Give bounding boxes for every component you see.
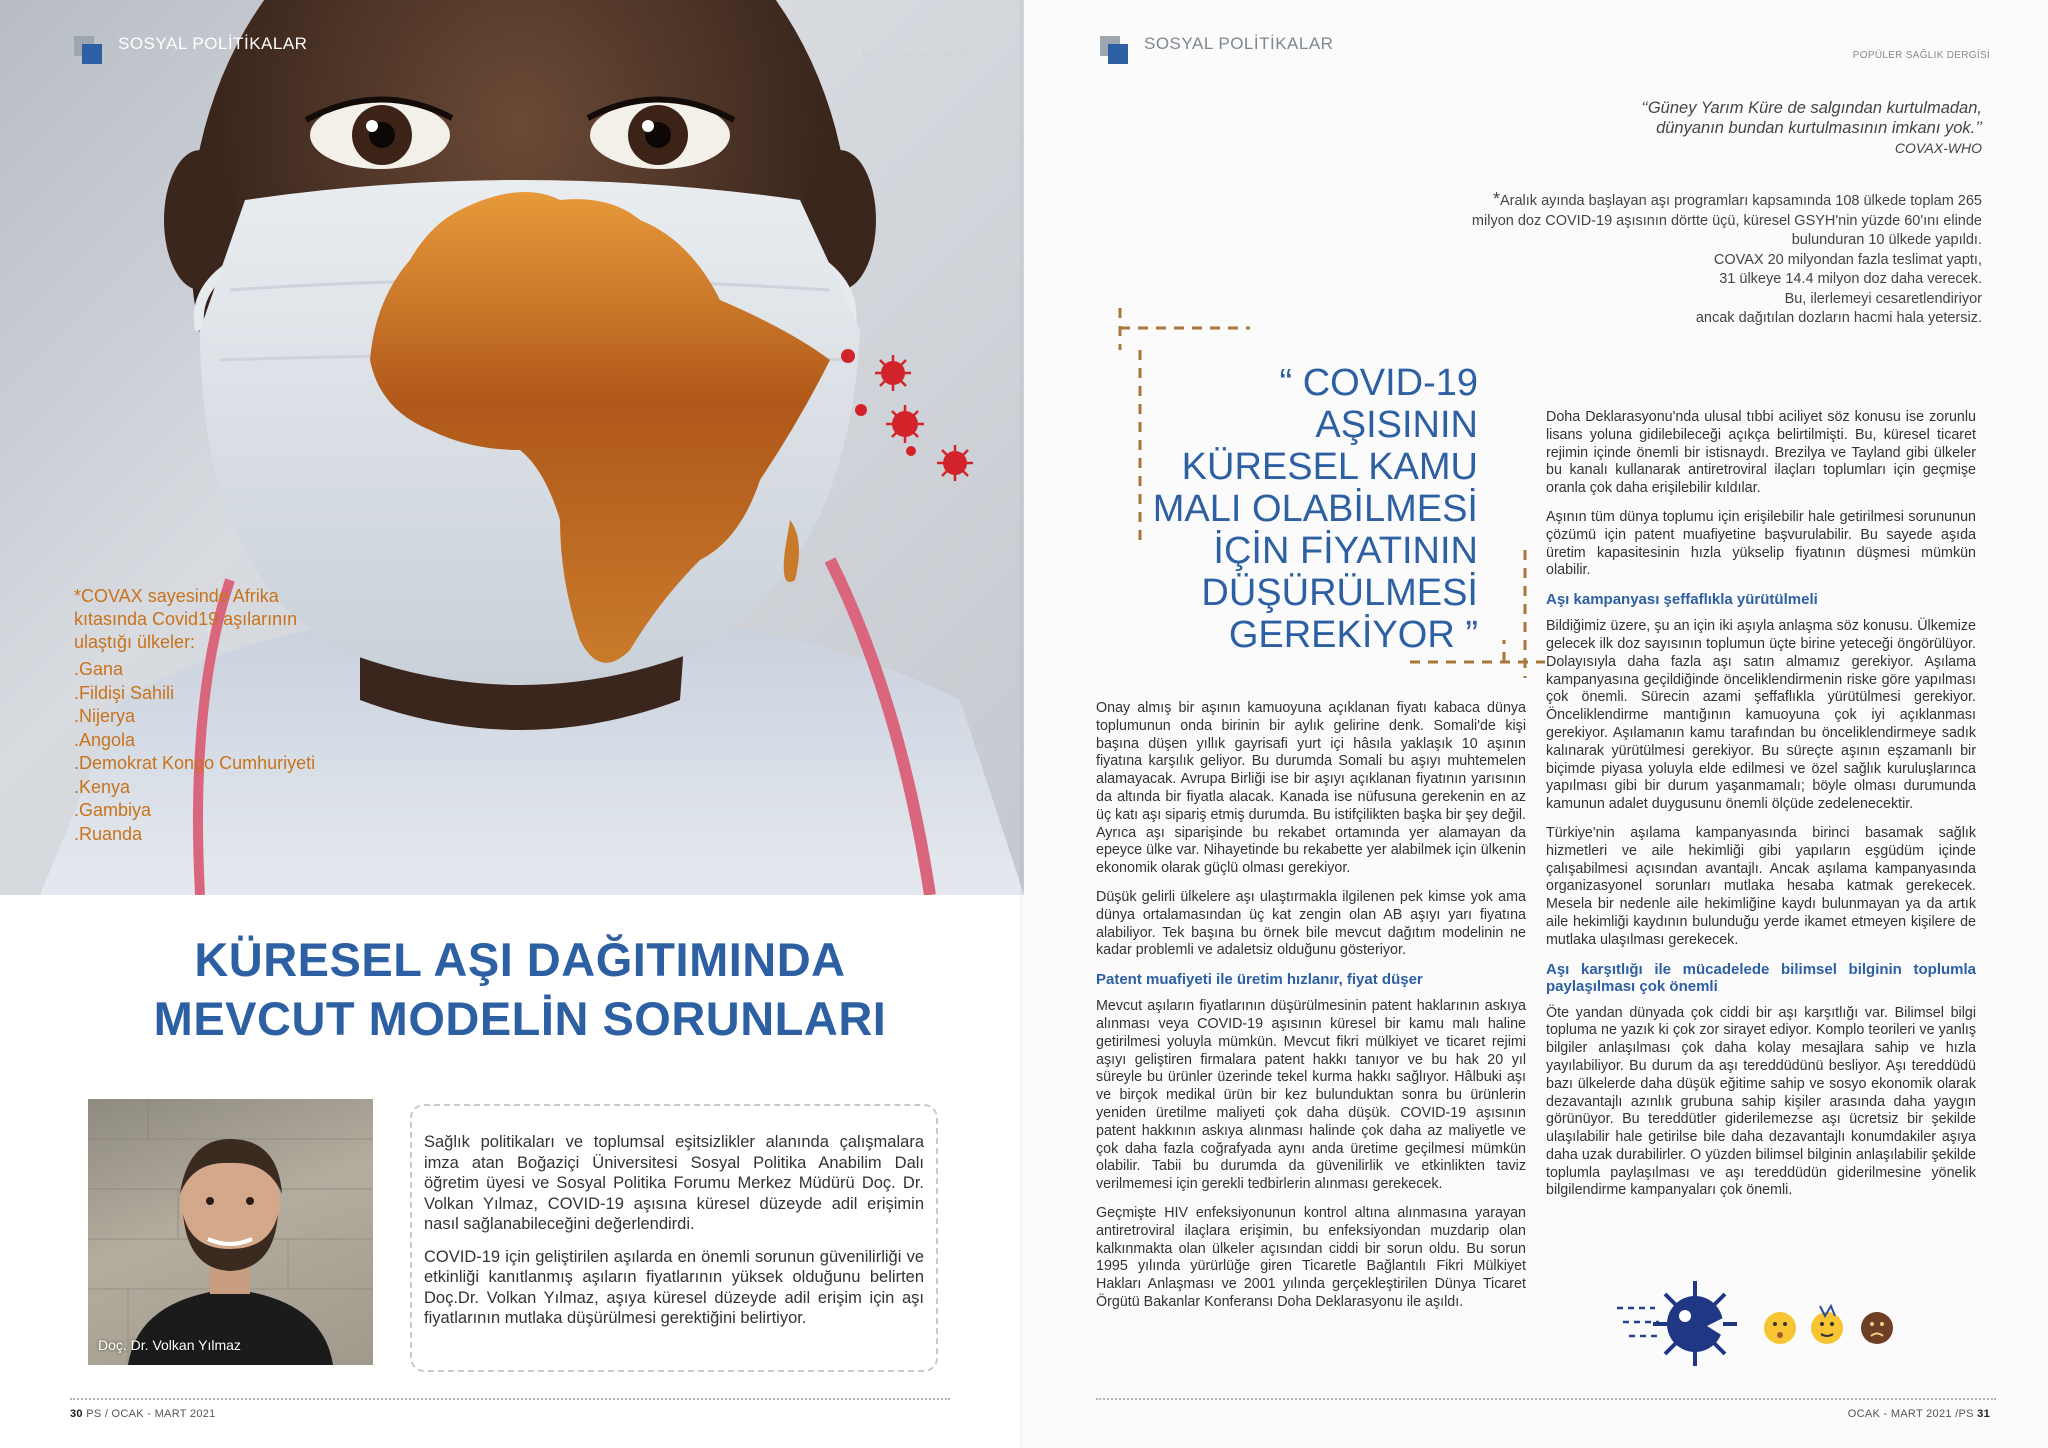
stats-line: bulunduran 10 ülkede yapıldı. (1791, 232, 1982, 248)
page-footer-left (70, 1408, 216, 1420)
body-paragraph: Geçmişte HIV enfeksiyonunun kontrol altına alınmasına yarayan antiretroviral ilaçlara erişimin, bu enfeksiyondan muzdarip olan kalkınmakta olan ülkeler açısından ciddi bir sorun oldu. Bu sorun 1995 yılında yürürlüğe giren Ticaretle Bağlantılı Fikri Mülkiyet Hakları Anlaşması ve 2001 yılında gerçekleştirilen Dünya Ticaret Örgütü Bakanlar Konferansı Doha Deklarasyonu ile aşıldı. (1096, 1204, 1526, 1310)
subheading: Aşı karşıtlığı ile mücadelede bilimsel bilginin toplumla paylaşılması çok önemli (1546, 960, 1976, 995)
quote-line: ‘‘Güney Yarım Küre de salgından kurtulmadan, (1641, 99, 1982, 117)
coronavirus-icon (1617, 1281, 1737, 1366)
list-item: . Demokrat Kongo Cumhuriyeti (74, 752, 334, 776)
page-footer-right (1848, 1408, 1990, 1420)
body-paragraph: Türkiye'nin aşılama kampanyasında birinci basamak sağlık hizmetleri ve aile hekimliği gibi yapıların eşgüdüm içinde çalışabilmesi açısından avantajlı. Ancak aşılama kampanyasında organizasyonel sorunları mutlaka hesaba katmak gerekecek. Mesela bir nedenle aile hekimliğine kaydı bulunmayan ya da artık aile hekimliği kaydının bulunduğu yerde ikamet etmeyen kişilere de mutlaka ulaşılması gerekecek. (1546, 824, 1976, 948)
section-title: SOSYAL POLİTİKALAR (118, 34, 308, 53)
article-headline (90, 930, 950, 1048)
body-paragraph: Mevcut aşıların fiyatlarının düşürülmesinin patent haklarının askıya alınması veya COVID-19 aşısının küresel bir kamu malı haline getirilmesi yoluyla mümkün. Mevcut fikri mülkiyet ve ticaret rejimi aşıyı geliştiren firmalara patent hakkı tanıyor ve bu hak 20 yıl süreyle bu ürünler üzerinde tekel kurma hakkı sağlıyor. Hâlbuki aşı ve birçok medikal ürün bir kez bulunduktan sonra bu ürünlerin yeniden üretilme maliyeti çok daha düşük. COVID-19 aşısının patent hakkının askıya alınması halinde çok daha az maliyetle ve çok daha fazla coğrafyada aynı anda üretime geçilmesi mümkün olabilir. Tabii bu durumda da güvenilirlik ve etkinlikten taviz verilmemesi için gerekli tedbirlerin alınması gerekecek. (1096, 998, 1526, 1193)
portrait-illustration (88, 1099, 373, 1365)
quote-line: dünyanın bundan kurtulmasının imkanı yok.’’ (1656, 119, 1982, 137)
page-number: 30 (70, 1408, 83, 1420)
face-emoji-icon (1764, 1312, 1796, 1344)
quote-source: COVAX-WHO (1894, 140, 1982, 156)
list-item: . Fildişi Sahili (74, 682, 334, 706)
highlight-quote (1502, 98, 1982, 158)
open-quote: “ (1279, 362, 1293, 404)
subheading: Aşı kampanyası şeffaflıkla yürütülmeli (1546, 591, 1818, 609)
body-paragraph: Öte yandan dünyada çok ciddi bir aşı karşıtlığı var. Bilimsel bilgi topluma ne yazık ki çok zor sirayet ediyor. Komplo teorileri ve yanlış bilgiler anlaşılması çok daha kolay mesajlara sahip ve hızla yayılabiliyor. Bu durum da aşı tereddüdünü besliyor. Aşı tereddüdü bazı ülkelerde daha düşük eğitime sahip ve sosyo ekonomik olarak dezavantajlı azınlık grubuna sahip kişiler arasında daha yaygın görünüyor. Bu tereddütler giderilemezse aşı ücretsiz bir şekilde ulaşılabilir hale getirilse bile daha dezavantajlı konumdakiler aşıya daha uzak durabilirler. O yüzden bilimsel bilginin anlaşılabilir şekilde toplumla paylaşılması ve aşı tereddüdün giderilmesine yönelik bilgilendirme kampanyaları çok önemli. (1546, 1004, 1976, 1199)
body-paragraph: Düşük gelirli ülkelere aşı ulaştırmakla ilgilenen pek kimse yok ama dünya ortalamasından üç kat zengin olan AB aşıyı yarı fiyatına alabiliyor. Tek başına bu örnek bile mevcut dağıtım modelinin ne kadar problemli ve adaletsiz olduğunu gösteriyor. (1096, 888, 1526, 959)
face-emoji-icon (1811, 1306, 1843, 1344)
section-marker-icon (1100, 36, 1128, 64)
list-item: . Ruanda (74, 823, 334, 847)
list-item: . Angola (74, 729, 334, 753)
page-number: 31 (1977, 1408, 1990, 1420)
stats-line: COVAX 20 milyondan fazla teslimat yaptı, (1713, 251, 1982, 268)
close-quote: ” (1465, 614, 1478, 656)
asterisk: * (1492, 189, 1500, 209)
virus-emoji-illustration (1615, 1276, 1915, 1366)
pull-line: MALI OLABİLMESİ (1152, 488, 1478, 530)
body-paragraph: Aşının tüm dünya toplumu için erişilebilir hale getirilmesi sorununun çözümü için patent muafiyetine başvurulabilir. Bu sayede aşıda üretim kapasitesinin hızla yükselip fiyatının düşmesi mümkün olabilir. (1546, 508, 1976, 579)
coronavirus-spikes (875, 355, 973, 481)
stats-line: milyon doz COVID-19 aşısının dörtte üçü, küresel GSYH'nin yüzde 60'ını elinde (1471, 212, 1982, 229)
headline-line-2: MEVCUT MODELİN SORUNLARI (153, 992, 887, 1045)
right-page (1024, 0, 2048, 1448)
intro-paragraph: COVID-19 için geliştirilen aşılarda en önemli sorunun güvenilirliği ve etkinliği kanıtlanmış aşıların fiyatlarının yüksek olduğunu belirten Doç.Dr. Volkan Yılmaz, aşıya küresel düzeyde adil erişim için aşı fiyatlarının mutlaka düşürülmesi gerektiğini belirtiyor. (424, 1247, 924, 1327)
footer-divider (1096, 1398, 1996, 1400)
subheading: Patent muafiyeti ile üretim hızlanır, fiyat düşer (1096, 971, 1423, 989)
pull-line: İÇİN FİYATININ (1213, 530, 1478, 572)
face-emoji-icon (1861, 1312, 1893, 1344)
text-column-right (1546, 409, 1976, 1211)
intro-box (410, 1104, 938, 1372)
body-paragraph: Onay almış bir aşının kamuoyuna açıklanan fiyatı kabaca dünya toplumunun onda birinin bir aylık gelirine denk. Somali'de kişi başına düşen yıllık gayrisafi yurt içi hâsıla yaklaşık 10 aşının fiyatına karşılık geliyor. Bu durumda Somali bu aşıyı muhtemelen alamayacak. Avrupa Birliği ise bir aşıyı açıklanan fiyatının yarısının da altında bir fiyatla alacak. Kanada ise nüfusuna gerekenin en az üç katı aşı sipariş etmiş durumda. Bu istifçilikten başka bir şey değil. Ayrıca aşı siparişinde bu rekabet ortamında yer alamayan da epeyce ülke var. Nihayetinde bu rekabette yer alabilmek için ülkenin ekonomik olarak güçlü olması gerekiyor. (1096, 700, 1526, 877)
pull-line: GEREKİYOR (1228, 614, 1455, 656)
pull-line: DÜŞÜRÜLMESİ (1201, 572, 1478, 614)
body-paragraph: Bildiğimiz üzere, şu an için iki aşıyla anlaşma söz konusu. Ülkemize gelecek ilk doz sayısının toplumun üçte birine yeteceği öngörülüyor. Dolayısıyla daha fazla aşı satın almamız gerekiyor. Aşılama kampanyasına geçildiğinde önceliklendirmenin riske göre yapılması çok önemli. Sürecin azami şeffaflıkla yürütülmesi gerekiyor. Önceliklendirme mantığının kamuoyuna çok iyi açıklanması gerekiyor. Aşılamanın kamu tarafından bu önceliklendirmeye sadık kalınarak yürütülmesi gerekiyor. Bu süreçte aşının eşzamanlı bir biçimde piyasa yoluyla elde edilmesi ve özel sağlık kuruluşlarınca yapılması gibi bir durum yaşanmamalı; böyle olması durumunda kamunun adalet duygusunu önemli ölçüde zedelenecektir. (1546, 618, 1976, 813)
stats-line: Aralık ayında başlayan aşı programları kapsamında 108 ülkede toplam 265 (1499, 193, 1982, 209)
list-item: . Gambiya (74, 799, 334, 823)
pull-line: COVID-19 AŞISININ (1302, 362, 1478, 446)
africa-countries-box (74, 585, 334, 846)
section-title: SOSYAL POLİTİKALAR (1144, 34, 1334, 53)
headline-line-1: KÜRESEL AŞI DAĞITIMINDA (194, 933, 846, 986)
stats-line: 31 ülkeye 14.4 milyon doz daha verecek. (1719, 271, 1982, 287)
section-marker-icon (74, 36, 102, 64)
pull-line: KÜRESEL KAMU (1181, 446, 1478, 488)
magazine-name-ghost: POPÜLER SAĞLIK DE (862, 50, 971, 61)
stats-line: ancak dağıtılan dozların hacmi hala yetersiz. (1695, 310, 1982, 326)
intro-paragraph: Sağlık politikaları ve toplumsal eşitsizlikler alanında çalışmalara imza atan Boğaziçi Üniversitesi Sosyal Politika Anabilim Dalı öğretim üyesi ve Sosyal Politika Forumu Merkez Müdürü Doç. Dr. Volkan Yılmaz, COVID-19 aşısına küresel düzeyde adil erişimin nasıl sağlanabileceğini değerlendirdi. (424, 1133, 924, 1233)
list-item: . Kenya (74, 776, 334, 800)
stats-line: Bu, ilerlemeyi cesaretlendiriyor (1784, 290, 1982, 307)
footer-divider (70, 1398, 950, 1400)
page-label: PS / OCAK - MART 2021 (86, 1408, 216, 1420)
magazine-name: POPÜLER SAĞLIK DERGİSİ (1852, 50, 1990, 61)
text-column-left (1096, 700, 1526, 1323)
portrait-caption: Doç. Dr. Volkan Yılmaz (98, 1337, 241, 1353)
country-list (74, 658, 334, 846)
body-paragraph: Doha Deklarasyonu'nda ulusal tıbbi aciliyet söz konusu ise zorunlu lisans yoluna gidilebileceği açıkça belirtilmişti. Bu, küresel ticaret rejimin içinde önemli bir istisnaydı. Brezilya ve Tayland gibi ülkeler bu kanalı kullanarak antiretroviral ilaçları toplumları için geçmişe oranla çok daha erişilebilir kıldılar. (1546, 409, 1976, 497)
page-label: OCAK - MART 2021 /PS (1847, 1408, 1974, 1420)
africa-intro: *COVAX sayesinde Afrika kıtasında Covid19 aşılarının ulaştığı ülkeler: (74, 586, 298, 652)
author-portrait (88, 1099, 373, 1365)
list-item: . Gana (74, 658, 334, 682)
pull-quote (1110, 362, 1478, 656)
list-item: . Nijerya (74, 705, 334, 729)
